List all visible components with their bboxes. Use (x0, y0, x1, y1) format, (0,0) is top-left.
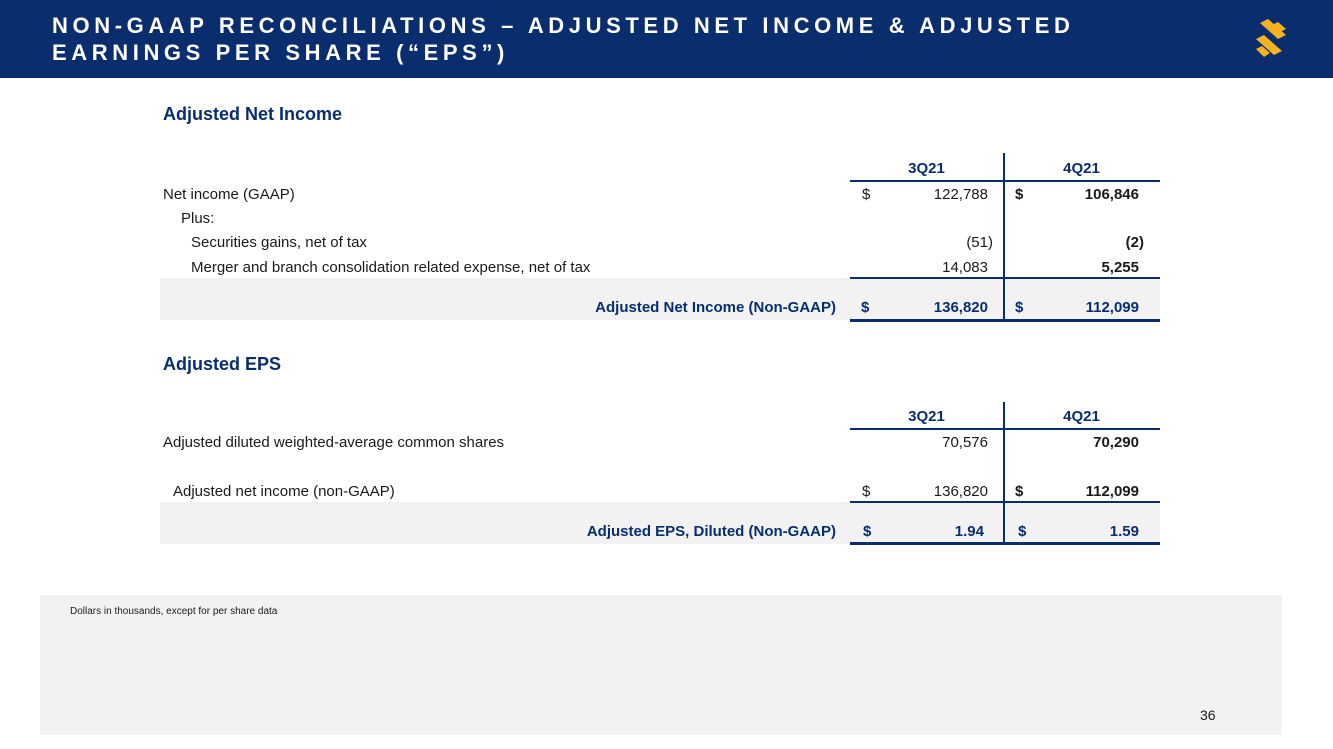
eps-header-rule (850, 428, 1160, 430)
eps-subtotal-rule (850, 501, 1160, 503)
eps-col-4q21: 4Q21 (1063, 408, 1100, 425)
merger-expense-4q21: 5,255 (1101, 259, 1139, 276)
diluted-shares-3q21: 70,576 (942, 434, 988, 451)
adjusted-eps-4q21: 1.59 (1109, 523, 1139, 540)
securities-gains-label: Securities gains, net of tax (191, 234, 367, 251)
securities-gains-4q21: (2) (1125, 234, 1144, 251)
net-income-section-title: Adjusted Net Income (163, 104, 343, 124)
eps-column-divider (1003, 402, 1005, 543)
merger-expense-label: Merger and branch consolidation related expense, net of tax (191, 259, 591, 276)
adjusted-net-income-3q21: 136,820 (933, 299, 988, 316)
net-income-gaap-3q21-dollar: $ (862, 186, 871, 203)
net-income-gaap-3q21: 122,788 (933, 186, 988, 203)
adjusted-net-income-3q21-dollar: $ (861, 299, 870, 316)
adjusted-eps-4q21-dollar: $ (1018, 523, 1027, 540)
adjusted-eps-total-label: Adjusted EPS, Diluted (Non-GAAP) (586, 523, 836, 540)
eps-adjusted-net-income-3q21: 136,820 (933, 483, 988, 500)
slide-title (52, 12, 1202, 66)
net-income-column-divider (1003, 153, 1005, 319)
footnote: Dollars in thousands, except for per share data (70, 606, 278, 617)
net-income-gaap-4q21-dollar: $ (1015, 186, 1024, 203)
net-income-col-3q21: 3Q21 (908, 160, 945, 177)
net-income-gaap-label: Net income (GAAP) (163, 186, 295, 203)
slide-header (0, 0, 1333, 78)
adjusted-net-income-total-label: Adjusted Net Income (Non-GAAP) (595, 299, 836, 316)
net-income-gaap-4q21: 106,846 (1084, 186, 1139, 203)
eps-col-3q21: 3Q21 (908, 408, 945, 425)
eps-section-title: Adjusted EPS (163, 354, 282, 374)
diluted-shares-4q21: 70,290 (1093, 434, 1139, 451)
net-income-header-rule (850, 180, 1160, 182)
net-income-total-rule (850, 319, 1160, 322)
merger-expense-3q21: 14,083 (942, 259, 988, 276)
plus-label: Plus: (181, 210, 215, 227)
diluted-shares-label: Adjusted diluted weighted-average common shares (163, 434, 505, 451)
eps-adjusted-net-income-4q21: 112,099 (1085, 483, 1139, 500)
eps-total-rule (850, 542, 1160, 545)
s-logo-icon (1254, 19, 1288, 61)
eps-adjusted-net-income-label: Adjusted net income (non-GAAP) (173, 483, 395, 500)
page-number: 36 (1200, 707, 1216, 723)
adjusted-net-income-4q21-dollar: $ (1015, 299, 1024, 316)
slide-title-line-2: EARNINGS PER SHARE (“EPS”) (52, 40, 509, 65)
eps-adjusted-net-income-4q21-dollar: $ (1015, 483, 1024, 500)
adjusted-eps-3q21-dollar: $ (863, 523, 872, 540)
eps-adjusted-net-income-3q21-dollar: $ (862, 483, 871, 500)
net-income-subtotal-rule (850, 277, 1160, 279)
net-income-col-4q21: 4Q21 (1063, 160, 1100, 177)
slide-title-line-1: NON-GAAP RECONCILIATIONS – ADJUSTED NET INCOME & ADJUSTED (52, 13, 1075, 38)
securities-gains-3q21: (51) (966, 234, 993, 251)
adjusted-net-income-4q21: 112,099 (1085, 299, 1139, 316)
adjusted-eps-3q21: 1.94 (954, 523, 984, 540)
